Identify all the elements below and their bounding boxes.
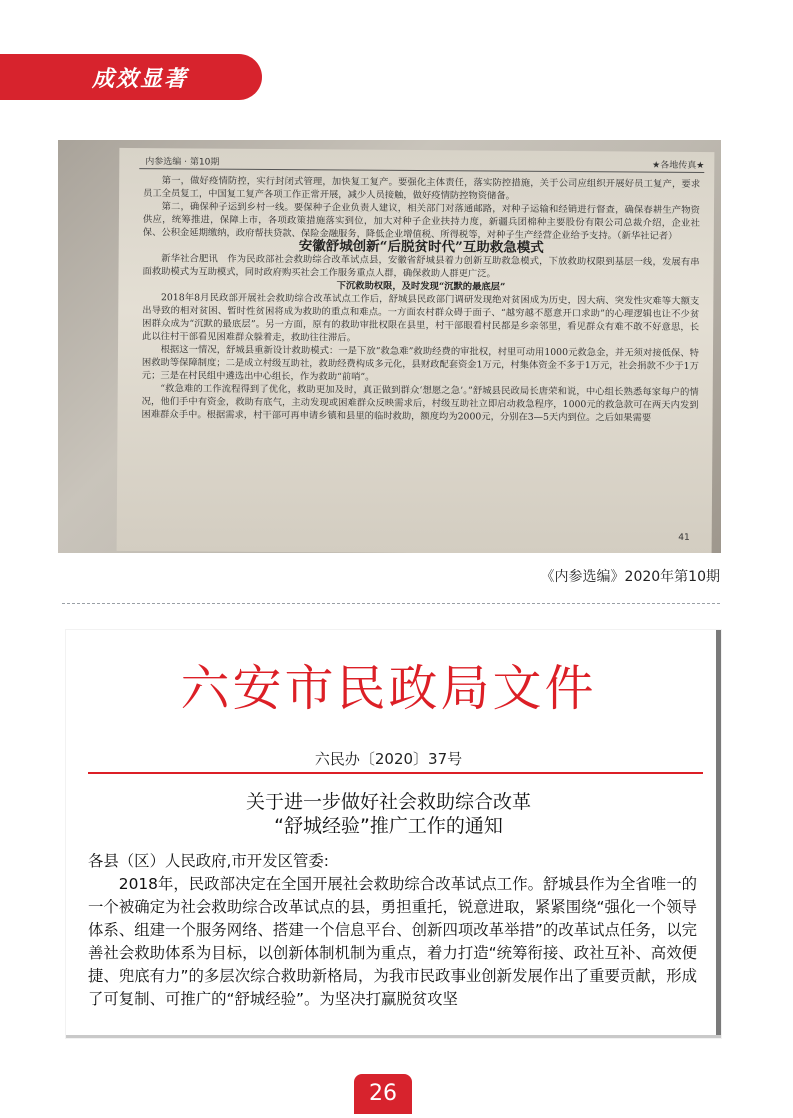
newsletter-paragraph: 根据这一情况，舒城县重新设计救助模式：一是下放“救急难”救助经费的审批权，村里可动用1000元救急金，并无须对接低保、特困救助等保障制度；二是成立村级互助社，救助经费构成多元化，县财政配套资金1万元，村集体资金不多于1万元，社会捐款不少于1万元；三是在村民组中遴选出中心组长，作为救助“前哨”。	[141, 344, 700, 383]
document-red-rule	[88, 772, 703, 774]
document-body	[88, 850, 697, 1011]
document-title-line: 关于进一步做好社会救助综合改革	[245, 791, 531, 813]
newsletter-paragraph: 第一，做好疫情防控，实行封闭式管理，加快复工复产。要强化主体责任，落实防控措施，关于公司应组织开展好员工复产，要求员工全员复工，中国复工复产各项工作正常开展，减少人员接触，做好疫情防控物资储备。	[143, 175, 701, 202]
document-edge-shadow	[716, 630, 721, 1038]
newsletter-paragraph: 2018年8月民政部开展社会救助综合改革试点工作后，舒城县民政部门调研发现绝对贫困成为历史，因大病、突发性灾难等大额支出导致的相对贫困、暂时性贫困将成为救助的重点和难点。一方面农村群众碍于面子、“越穷越不愿意开口求助”的心理逻辑也让不少贫困群众成为“沉默的最底层”。另一方面，原有的救助审批权限在县里，村干部眼看村民都是乡亲邻里，看见群众有难不敢不好意思，长此以往村干部看见困难群众躲着走，救助往往滞后。	[142, 292, 700, 344]
newsletter-page	[117, 148, 715, 553]
newsletter-subheading: 下沉救助权限，及时发现“沉默的最底层”	[336, 280, 506, 293]
newsletter-photo	[58, 140, 721, 553]
newsletter-paragraph: 第二，确保种子运到乡村一线。要保种子企业负责人建议，相关部门对落通邮路，对种子运输和经销进行督查，确保春耕生产物资供应，统筹推进，保障上市，各项政策措施落实到位，加大对种子企业扶持力度，新疆兵团棉种主要股份有限公司总裁介绍，企业社保、公积金延期缴纳，政府帮扶贷款、保险金融服务，降低企业增值税、所得税等，对种子生产经营企业给予支持。（新华社记者）	[142, 201, 701, 242]
document-title-line: “舒城经验”推广工作的通知	[274, 815, 503, 837]
document-header: 六安市民政局文件	[180, 660, 597, 717]
newsletter-paragraph: 新华社合肥讯 作为民政部社会救助综合改革试点县，安徽省舒城县着力创新互助救急模式，下放救助权限到基层一线，发展有串面救助模式为互助模式，同时政府购买社会工作服务重点人群，确保救助人群更广泛。	[142, 253, 700, 280]
newsletter-header-right: ★各地传真★	[652, 160, 705, 172]
section-tab	[0, 54, 262, 100]
section-tab-label: 成效显著	[92, 66, 189, 92]
photo-caption: 《内参选编》2020年第10期	[540, 569, 720, 585]
document-title	[66, 790, 711, 838]
newsletter-page-number: 41	[678, 532, 690, 543]
newsletter-article-title: 安徽舒城创新“后脱贫时代”互助救急模式	[298, 238, 544, 256]
official-document	[66, 630, 721, 1038]
newsletter-paragraph: “救急难的工作流程得到了优化，救助更加及时，真正做到群众‘想愿之急’。”舒城县民政局长唐荣和说，中心组长熟悉每家每户的情况，他们手中有资金，救助有底气，主动发现或困难群众反映需求后，村级互助社立即启动救急程序，1000元的救急款可在两天内发到困难群众手中。根据需求，村干部可再申请乡镇和县里的临时救助，额度均为2000元，分别在3—5天内到位。之后如果需要	[141, 383, 699, 424]
document-number: 六民办〔2020〕37号	[314, 750, 463, 768]
newsletter-header-left: 内参选编 · 第10期	[145, 157, 220, 168]
newsletter-body	[142, 174, 701, 425]
document-paragraph: 2018年，民政部决定在全国开展社会救助综合改革试点工作。舒城县作为全省唯一的一个被确定为社会救助综合改革试点的县，勇担重托，锐意进取，紧紧围绕“强化一个领导体系、组建一个服务网络、搭建一个信息平台、创新四项改革举措”的改革试点任务，以完善社会救助体系为目标，以创新体制机制为重点，着力打造“统筹衔接、政社互补、高效便捷、兜底有力”的多层次综合救助新格局，为我市民政事业创新发展作出了重要贡献，形成了可复制、可推广的“舒城经验”。为坚决打赢脱贫攻坚	[88, 875, 697, 1008]
section-divider	[62, 603, 720, 604]
document-bottom-edge	[66, 1035, 721, 1038]
document-salutation: 各县（区）人民政府,市开发区管委:	[88, 852, 329, 870]
page-number: 26	[354, 1074, 412, 1114]
